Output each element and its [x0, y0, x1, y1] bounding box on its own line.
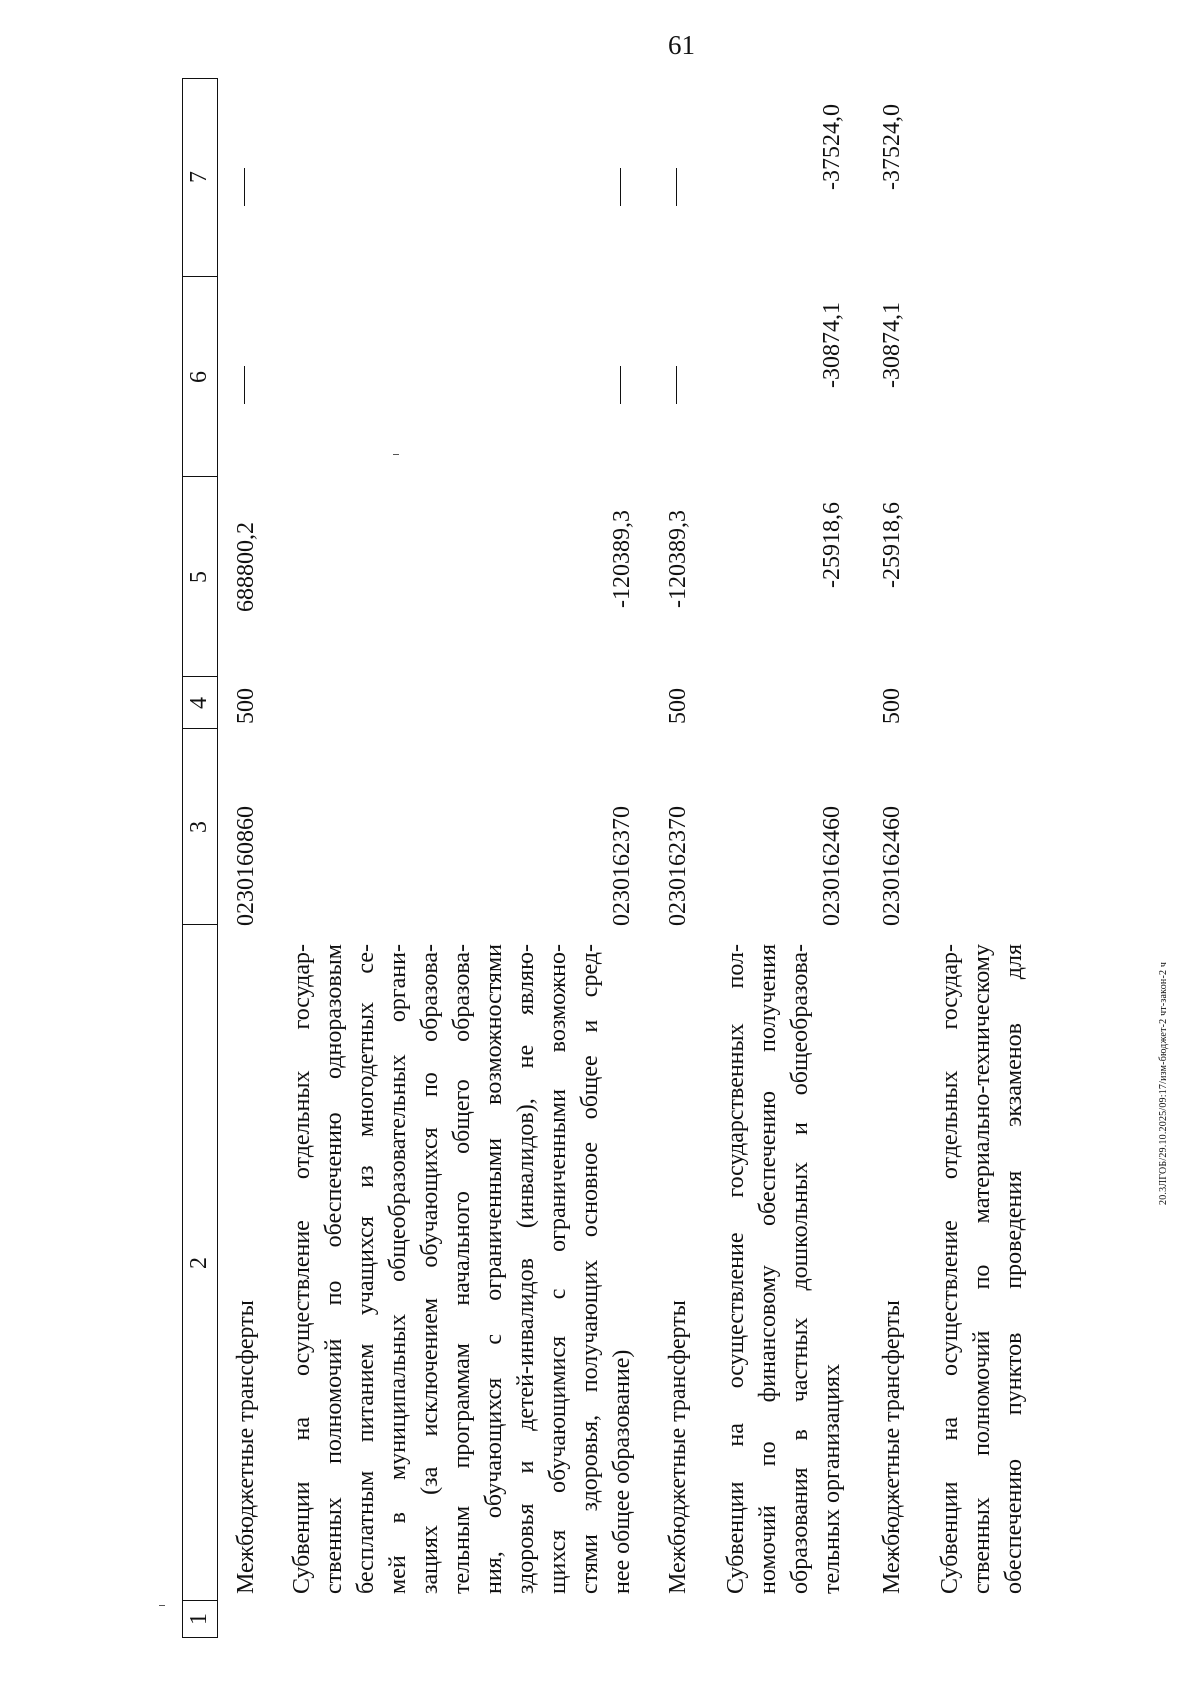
amount-col7-cell: -37524,0	[879, 104, 905, 190]
amount-col5-cell: -120389,3	[665, 510, 691, 608]
target-code-cell: 0230162460	[819, 806, 845, 926]
row-description	[286, 944, 638, 1594]
empty-value-dash	[244, 366, 245, 404]
amount-col6-cell: -30874,1	[819, 302, 845, 388]
page-number: 61	[668, 30, 695, 60]
amount-col5-cell: -25918,6	[819, 502, 845, 588]
description-line: нее общее образование)	[609, 1349, 635, 1594]
description-line: тельным программам начального общего образова-	[449, 944, 475, 1594]
description-line: Субвенции на осуществление отдельных государ-	[937, 944, 963, 1594]
target-code-cell: 0230162370	[609, 806, 635, 926]
description-line: мей в муниципальных общеобразовательных органи-	[385, 944, 411, 1594]
description-line: Межбюджетные трансферты	[879, 1300, 905, 1594]
column-number: 3	[186, 821, 212, 833]
target-code-cell: 0230162460	[879, 806, 905, 926]
description-line: тельных организациях	[819, 1363, 845, 1594]
row-description	[876, 944, 908, 1594]
scan-mark	[393, 454, 399, 455]
empty-value-dash	[620, 366, 621, 404]
description-line: бесплатным питанием учащихся из многодетных се-	[353, 944, 379, 1594]
description-line: Межбюджетные трансферты	[665, 1300, 691, 1594]
expense-type-cell: 500	[879, 688, 905, 724]
description-line: обеспечению пунктов проведения экзаменов для	[1001, 944, 1027, 1594]
row-description	[230, 944, 262, 1594]
description-line: здоровья и детей-инвалидов (инвалидов), не являю-	[513, 944, 539, 1594]
description-line: ственных полномочий по обеспечению одноразовым	[321, 944, 347, 1594]
row-description	[720, 944, 848, 1594]
column-divider	[183, 476, 217, 477]
empty-value-dash	[620, 168, 621, 206]
description-line: Субвенции на осуществление отдельных государ-	[289, 944, 315, 1594]
column-number: 2	[186, 1257, 212, 1269]
document-id-footer: 20.3ЛГОБ/29.10.2025/09:17/изм-бюджет-2 чт-закон-2 ч	[1158, 961, 1169, 1205]
description-line: ственных полномочий по материально-техническому	[969, 944, 995, 1594]
amount-col5-cell: 688800,2	[233, 522, 259, 612]
column-number: 6	[186, 371, 212, 383]
column-divider	[183, 676, 217, 677]
row-description	[662, 944, 694, 1594]
empty-value-dash	[676, 366, 677, 404]
target-code-cell: 0230162370	[665, 806, 691, 926]
scan-mark	[159, 1605, 165, 1606]
column-divider	[183, 728, 217, 729]
column-number: 4	[186, 697, 212, 709]
row-description	[934, 944, 1030, 1594]
description-line: Межбюджетные трансферты	[233, 1300, 259, 1594]
description-line: Субвенции на осуществление государственных пол-	[723, 944, 749, 1594]
description-line: стями здоровья, получающих основное общее и сред-	[577, 944, 603, 1594]
amount-col6-cell: -30874,1	[879, 302, 905, 388]
amount-col7-cell: -37524,0	[819, 104, 845, 190]
description-line: щихся обучающимися с ограниченными возможно-	[545, 944, 571, 1594]
amount-col5-cell: -120389,3	[609, 510, 635, 608]
column-number: 1	[186, 1613, 212, 1625]
column-divider	[183, 276, 217, 277]
description-line: ния, обучающихся с ограниченными возможностями	[481, 944, 507, 1594]
expense-type-cell: 500	[233, 688, 259, 724]
empty-value-dash	[676, 168, 677, 206]
column-number: 5	[186, 571, 212, 583]
column-divider	[183, 924, 217, 925]
expense-type-cell: 500	[665, 688, 691, 724]
empty-value-dash	[244, 168, 245, 206]
description-line: образования в частных дошкольных и общеобразова-	[787, 944, 813, 1594]
amount-col5-cell: -25918,6	[879, 502, 905, 588]
target-code-cell: 0230160860	[233, 806, 259, 926]
description-line: номочий по финансовому обеспечению получения	[755, 944, 781, 1594]
table-header	[182, 78, 218, 1638]
column-number: 7	[186, 171, 212, 183]
rotated-table	[182, 78, 1192, 1638]
description-line: зациях (за исключением обучающихся по образова-	[417, 944, 443, 1594]
